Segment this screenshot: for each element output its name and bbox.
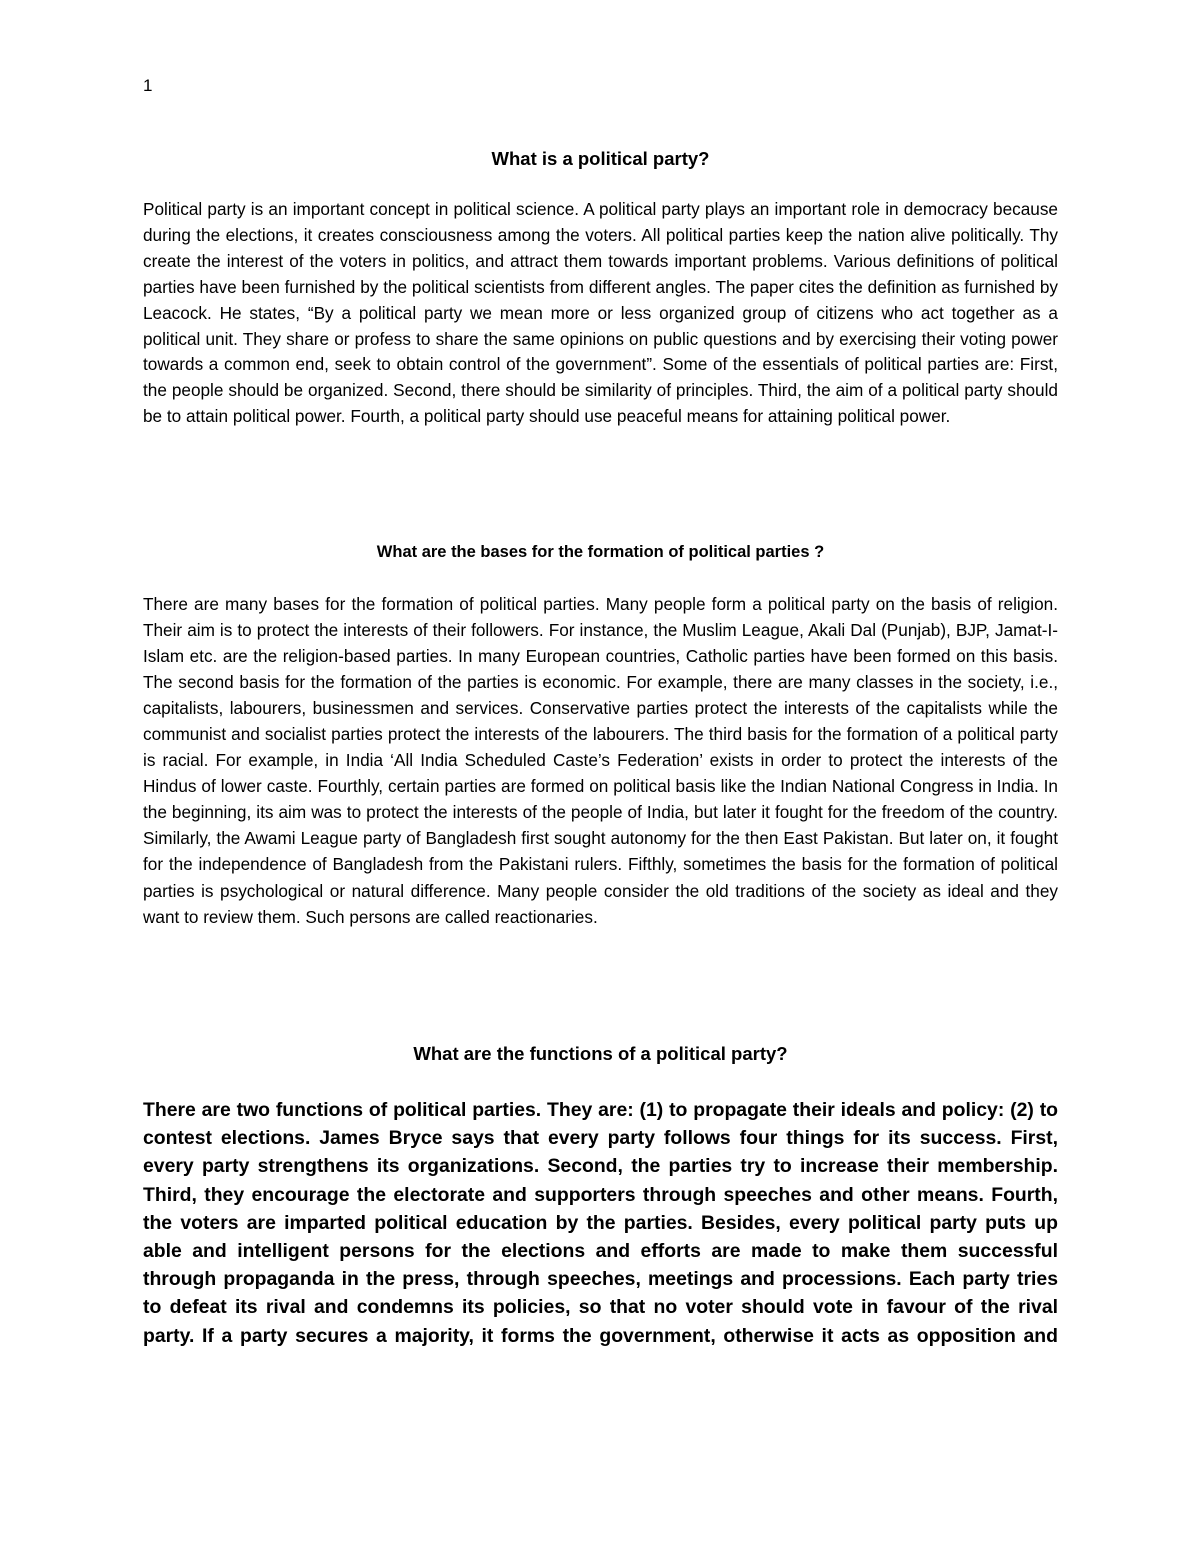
section-body-functions: There are two functions of political parties. They are: (1) to propagate their ideals and policy: (2) to contest elections. James Bryce says that every party follows four things for its success. First, every party strengthens its organizations. Second, the parties try to increase their membership. Third, they encourage the electorate and supporters through speeches and other means. Fourth, the voters are imparted political education by the parties. Besides, every political party puts up able and intelligent persons for the elections and efforts are made to make them successful through propaganda in the press, through speeches, meetings and processions. Each party tries to defeat its rival and condemns its policies, so that no voter should vote in favour of the rival party. If a party secures a majority, it forms the government, otherwise it acts as opposition and: [143, 1099, 1058, 1347]
section-body-political-party: Political party is an important concept in political science. A political party plays an important role in democracy because during the elections, it creates consciousness among the voters. All political parties keep the nation alive politically. Thy create the interest of the voters in politics, and attract them towards important problems. Various definitions of political parties have been furnished by the political scientists from different angles. The paper cites the definition as furnished by Leacock. He states, “By a political party we mean more or less organized group of citizens who act together as a political unit. They share or profess to share the same opinions on public questions and by exercising their voting power towards a common end, seek to obtain control of the government”. Some of the essentials of political parties are: First, the people should be organized. Second, there should be similarity of principles. Third, the aim of a political party should be to attain political power. Fourth, a political party should use peaceful means for attaining political power.: [143, 199, 1058, 427]
section-heading-bases-formation: What are the bases for the formation of political parties ?: [376, 543, 825, 561]
section-body-bases-formation: There are many bases for the formation of political parties. Many people form a political party on the basis of religion. Their aim is to protect the interests of their followers. For instance, the Muslim League, Akali Dal (Punjab), BJP, Jamat-I-Islam etc. are the religion-based parties. In many European countries, Catholic parties have been formed on this basis. The second basis for the formation of the parties is economic. For example, there are many classes in the society, i.e., capitalists, labourers, businessmen and services. Conservative parties protect the interests of the capitalists while the communist and socialist parties protect the interests of the labourers. The third basis for the formation of a political party is racial. For example, in India ‘All India Scheduled Caste’s Federation’ exists in order to protect the interests of the Hindus of lower caste. Fourthly, certain parties are formed on political basis like the Indian National Congress in India. In the beginning, its aim was to protect the interests of the people of India, but later it fought for the freedom of the country. Similarly, the Awami League party of Bangladesh first sought autonomy for the then East Pakistan. But later on, it fought for the independence of Bangladesh from the Pakistani rulers. Fifthly, sometimes the basis for the formation of political parties is psychological or natural difference. Many people consider the old traditions of the society as ideal and they want to review them. Such persons are called reactionaries.: [143, 594, 1058, 927]
section-heading-political-party: What is a political party?: [491, 148, 710, 169]
page-number: 1: [143, 76, 153, 95]
section-heading-functions: What are the functions of a political party?: [413, 1043, 788, 1064]
